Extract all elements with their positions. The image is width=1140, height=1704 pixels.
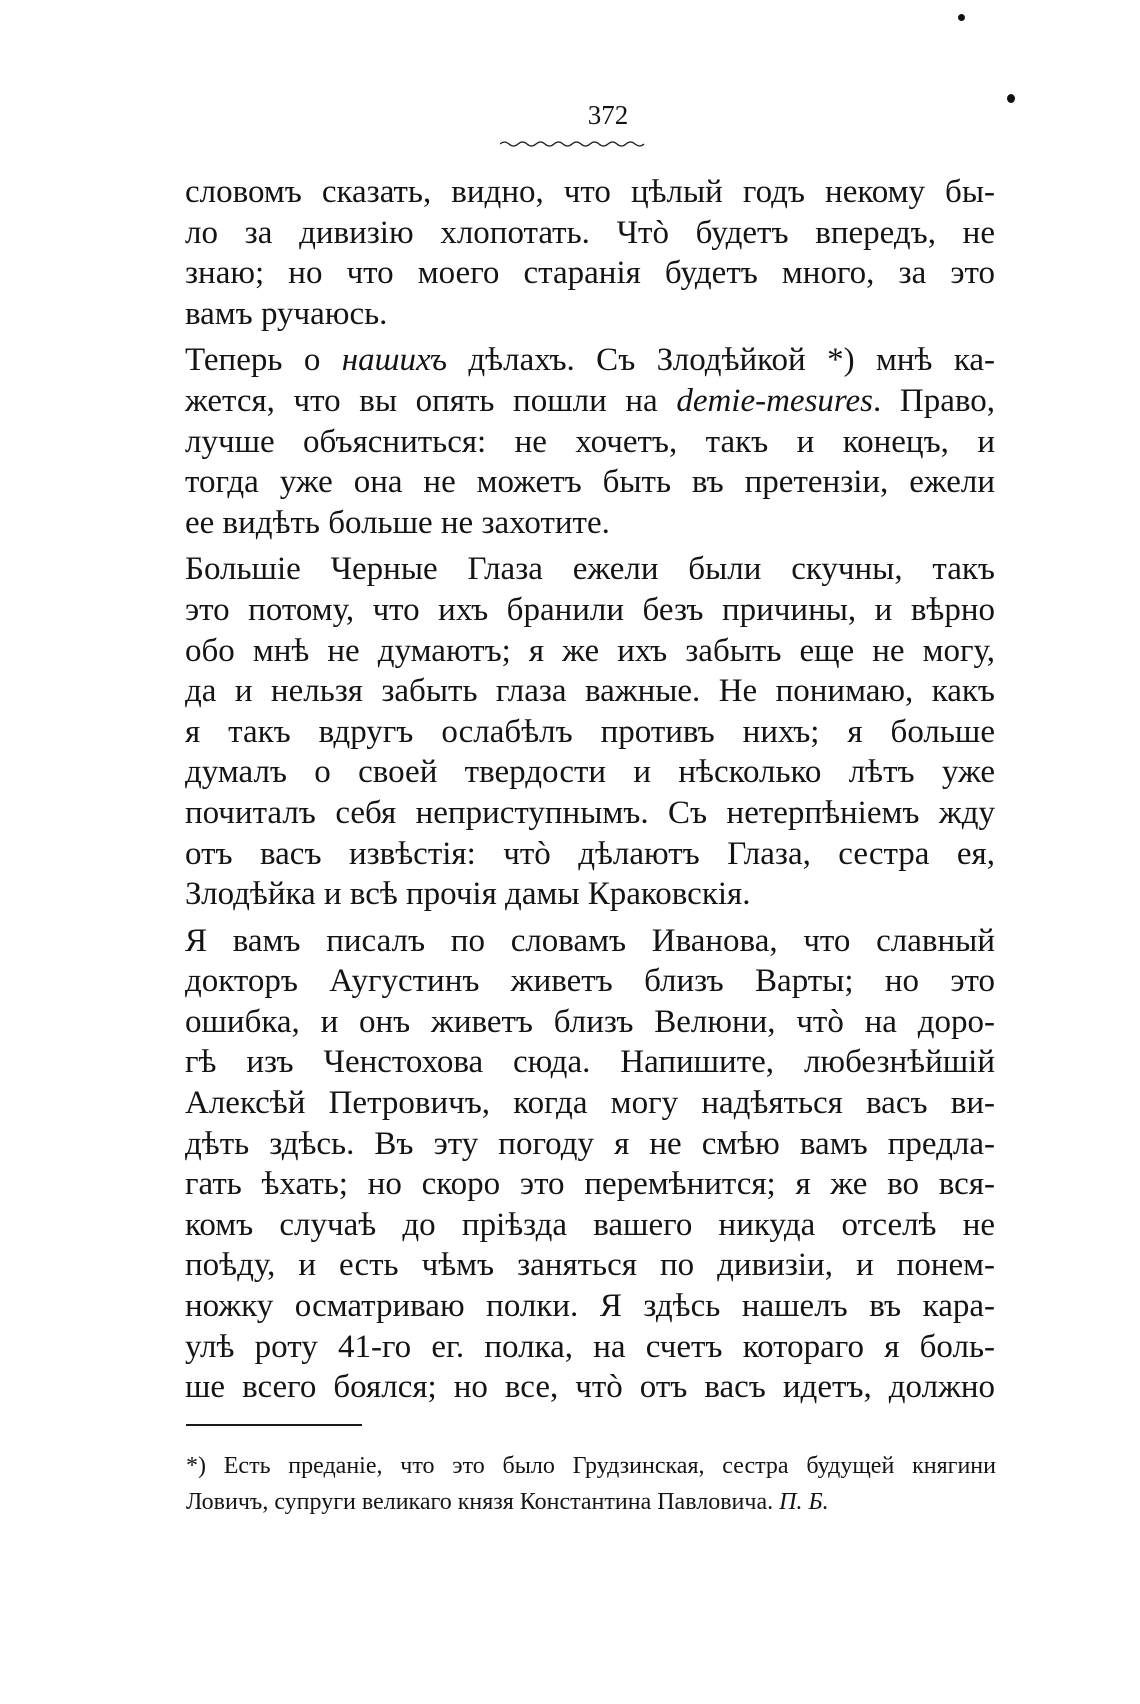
print-speck — [958, 14, 965, 21]
text-line: Алексѣй Петровичъ, когда могу надѣяться васъ ви- — [185, 1085, 995, 1122]
footnote-line: Ловичъ, супруги великаго князя Константина Павловича. П. Б. — [186, 1489, 829, 1515]
text-line: поѣду, и есть чѣмъ заняться по дивизіи, и понем- — [185, 1247, 995, 1284]
text-line: ло за дивизію хлопотать. Чтò будетъ впередъ, не — [185, 214, 995, 251]
wavy-rule-ornament — [500, 140, 645, 148]
text-line: это потому, что ихъ бранили безъ причины, и вѣрно — [185, 591, 995, 628]
text-line: ее видѣть больше не захотите. — [185, 504, 610, 541]
footnote — [186, 1448, 996, 1520]
text-line: словомъ сказать, видно, что цѣлый годъ некому бы- — [185, 174, 995, 210]
print-speck — [1007, 94, 1015, 103]
text-line: вамъ ручаюсь. — [185, 295, 388, 332]
text-line: комъ случаѣ до пріѣзда вашего никуда отселѣ не — [185, 1206, 995, 1243]
text-line: Я вамъ писалъ по словамъ Иванова, что славный — [185, 922, 995, 959]
footnote-rule — [186, 1424, 362, 1426]
text-line: отъ васъ извѣстія: чтò дѣлаютъ Глаза, сестра ея, — [185, 835, 995, 872]
page-number: 372 — [587, 100, 629, 130]
text-line: обо мнѣ не думаютъ; я же ихъ забыть еще не могу, — [185, 632, 995, 669]
text-line: гать ѣхать; но скоро это перемѣнится; я же во вся- — [185, 1166, 995, 1203]
text-line: дѣть здѣсь. Въ эту погоду я не смѣю вамъ предла- — [185, 1125, 995, 1162]
text-line: я такъ вдругъ ослабѣлъ противъ нихъ; я больше — [185, 713, 995, 750]
text-line: тогда уже она не можетъ быть въ претензіи, ежели — [185, 464, 995, 501]
text-line: ножку осматриваю полки. Я здѣсь нашелъ въ кара- — [185, 1288, 995, 1325]
text-line: думалъ о своей твердости и нѣсколько лѣтъ уже — [185, 754, 995, 791]
text-line: Злодѣйка и всѣ прочія дамы Краковскія. — [185, 876, 751, 913]
text-line: ше всего боялся; но все, чтò отъ васъ идетъ, должно — [185, 1369, 995, 1406]
text-line: лучше объясниться: не хочетъ, такъ и конецъ, и — [185, 423, 995, 460]
footnote-line: *) Есть преданіе, что это было Грудзинская, сестра будущей княгини — [186, 1453, 996, 1479]
text-line: знаю; но что моего старанія будетъ много, за это — [185, 255, 995, 292]
text-line: да и нельзя забыть глаза важные. Не понимаю, какъ — [185, 673, 995, 710]
text-line: почиталъ себя неприступнымъ. Съ нетерпѣніемъ жду — [185, 794, 995, 831]
text-line: Теперь о нашихъ дѣлахъ. Съ Злодѣйкой *) мнѣ ка- — [185, 342, 996, 379]
text-line: докторъ Аугустинъ живетъ близъ Варты; но это — [185, 963, 995, 1000]
body-text — [185, 172, 995, 1408]
text-line: Большіе Черные Глаза ежели были скучны, такъ — [185, 551, 995, 588]
text-line: улѣ роту 41-го ег. полка, на счетъ котораго я боль- — [185, 1328, 995, 1365]
text-line: жется, что вы опять пошли на demie-mesures. Право, — [185, 382, 995, 419]
text-line: ошибка, и онъ живетъ близъ Велюни, чтò на доро- — [185, 1003, 995, 1040]
text-line: гѣ изъ Ченстохова сюда. Напишите, любезнѣйшій — [185, 1044, 995, 1081]
